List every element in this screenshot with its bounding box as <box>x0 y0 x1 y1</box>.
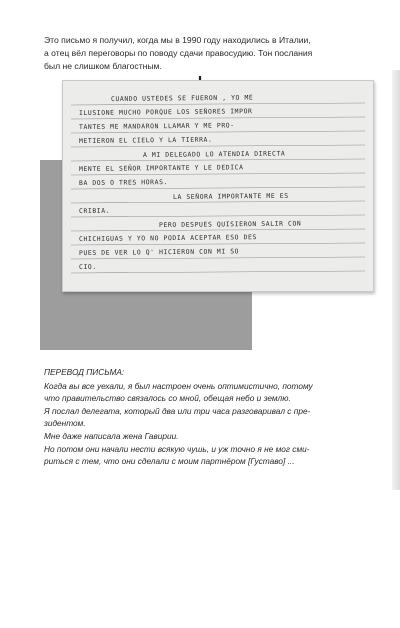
translation-line: риться с тем, что они сделали с моим партнёром [Густаво] ... <box>44 456 295 467</box>
letter-line: CIO. <box>78 262 97 271</box>
letter-line: A MI DELEGADO LO ATENDIA DIRECTA <box>142 149 286 159</box>
letter-line: PERO DESPUES QUISIERON SALIR CON <box>158 219 302 229</box>
letter-line: CRIBIA. <box>78 206 111 215</box>
letter-line: METIERON EL CIELO Y LA TIERRA. <box>78 135 213 145</box>
translation-block <box>44 366 374 468</box>
translation-title: ПЕРЕВОД ПИСЬМА: <box>44 367 125 377</box>
intro-paragraph <box>44 34 374 73</box>
letter-line: TANTES ME MANDARON LLAMAR Y ME PRO- <box>78 121 235 131</box>
letter-line: PUES DE VER LO Q' HICIERON CON MI SO <box>78 247 240 257</box>
translation-line: Когда вы все уехали, я был настроен очень оптимистично, потому <box>44 380 313 391</box>
letter-line: LA SEÑORA IMPORTANTE ME ES <box>172 191 289 201</box>
translation-line: Я послал делегата, который два или три часа разговаривал с пре- <box>44 405 311 416</box>
letter-line: MENTE EL SEÑOR IMPORTANTE Y LE DEDICA <box>78 163 244 173</box>
letter-line: ILUSIONE MUCHO PORQUE LOS SEÑORES IMPOR <box>78 107 253 117</box>
letter-line: CHICHIGUAS Y YO NO PODIA ACEPTAR ESO DES <box>78 233 257 243</box>
translation-line: Мне даже написала жена Гавирии. <box>44 430 179 441</box>
intro-line: был не слишком благостным. <box>44 61 162 71</box>
letter-line: CUANDO USTEDES SE FUERON , YO ME <box>110 93 254 103</box>
translation-line: зидентом. <box>44 418 86 429</box>
handwritten-letter-scan <box>62 80 374 292</box>
translation-line: что правительство связалось со мной, обещая небо и землю. <box>44 393 291 404</box>
letter-line: BA DOS O TRES HORAS. <box>78 178 168 187</box>
page-edge-shadow <box>392 70 400 490</box>
intro-line: а отец вёл переговоры по поводу сдачи правосудию. Тон послания <box>44 48 313 58</box>
translation-line: Но потом они начали нести всякую чушь, и уж точно я не мог сми- <box>44 443 310 454</box>
intro-line: Это письмо я получил, когда мы в 1990 году находились в Италии, <box>44 35 311 45</box>
